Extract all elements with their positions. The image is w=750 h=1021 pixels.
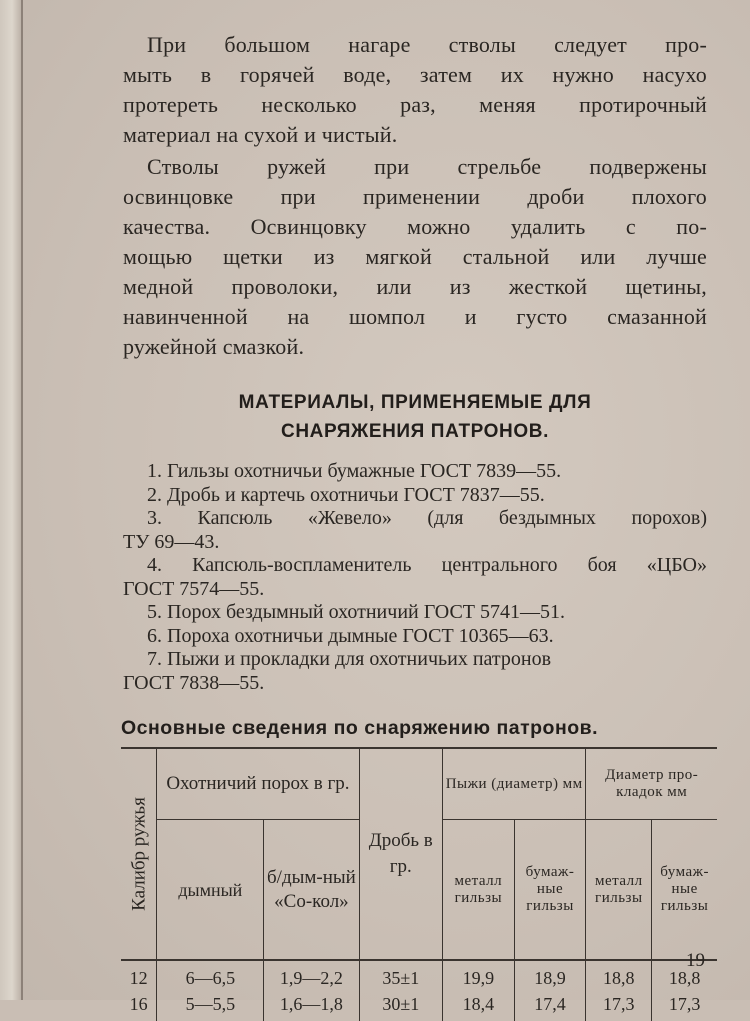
table-row-caliber-12 <box>121 960 717 995</box>
header-wads-paper: бумаж-ные гильзы <box>514 820 586 960</box>
text-line: освинцовке при применении дроби плохого <box>123 184 707 209</box>
cell-wads-paper: 18,9 <box>514 960 586 995</box>
page-content <box>123 30 707 1021</box>
cell-caliber: 16 <box>129 994 148 1014</box>
cell-wads-metal: 19,9 <box>442 960 514 995</box>
cell-powder-smokeless: 1,9—2,2 <box>264 960 359 995</box>
cell-powder-smoky: 6—6,5 <box>157 960 264 995</box>
text-line: медной проволоки, или из жесткой щетины, <box>123 274 707 299</box>
cell-wads-paper: 17,4 <box>514 995 586 1021</box>
header-liners-group: Диаметр про-кладок мм <box>586 748 717 820</box>
cell-liners-paper: 18,8 <box>652 960 717 995</box>
materials-heading-line1: МАТЕРИАЛЫ, ПРИМЕНЯЕМЫЕ ДЛЯ <box>238 392 592 413</box>
list-item: 4. Капсюль-воспламенитель центрального боя «ЦБО» <box>147 554 707 576</box>
cell-shot: 35±1 <box>359 960 442 995</box>
book-gutter <box>0 0 22 1000</box>
list-item: 3. Капсюль «Жевело» (для бездымных порохов) <box>147 507 707 529</box>
header-wads-group: Пыжи (диаметр) мм <box>442 748 585 820</box>
paragraph-cleaning <box>123 30 707 150</box>
cell-caliber: 12 <box>121 960 157 995</box>
text-line: качества. Освинцовку можно удалить с по- <box>123 214 707 239</box>
cell-liners-paper: 17,3 <box>652 995 717 1021</box>
loading-data-table <box>121 747 717 1021</box>
cell-liners-metal: 18,8 <box>586 960 652 995</box>
text-line: навинченной на шомпол и густо смазанной <box>123 304 707 329</box>
header-caliber: Калибр ружья <box>121 748 157 960</box>
text-line: ружейной смазкой. <box>123 334 305 359</box>
materials-heading <box>123 388 707 446</box>
materials-heading-line2: СНАРЯЖЕНИЯ ПАТРОНОВ. <box>281 421 549 442</box>
list-item-continuation: ТУ 69—43. <box>123 530 220 553</box>
cell-liners-metal: 17,3 <box>586 995 652 1021</box>
list-item: 7. Пыжи и прокладки для охотничьих патронов <box>147 648 552 670</box>
text-line: При большом нагаре стволы следует про- <box>147 32 707 57</box>
list-item: 6. Пороха охотничьи дымные ГОСТ 10365—63. <box>147 624 554 647</box>
header-liners-paper: бумаж-ные гильзы <box>652 820 717 960</box>
text-line: мощью щетки из мягкой стальной или лучше <box>123 244 707 269</box>
text-line: протереть несколько раз, меняя протирочный <box>123 92 707 117</box>
cell-wads-metal: 18,4 <box>442 995 514 1021</box>
text-line: мыть в горячей воде, затем их нужно насухо <box>123 62 707 87</box>
header-powder-smoky: дымный <box>157 820 264 960</box>
list-item-continuation: ГОСТ 7574—55. <box>123 577 265 600</box>
page-number: 19 <box>686 950 705 971</box>
header-powder-smokeless: б/дым-ный «Со-кол» <box>264 820 359 960</box>
header-powder-group: Охотничий порох в гр. <box>157 748 359 820</box>
table-title: Основные сведения по снаряжению патронов. <box>121 717 599 739</box>
paragraph-leading <box>123 152 707 362</box>
cell-powder-smoky: 5—5,5 <box>157 995 264 1021</box>
header-wads-metal: металл гильзы <box>442 820 514 960</box>
cell-powder-smokeless: 1,6—1,8 <box>264 995 359 1021</box>
header-shot: Дробь в гр. <box>359 748 442 960</box>
table-row-caliber-16 <box>121 995 717 1021</box>
cell-shot: 30±1 <box>359 995 442 1021</box>
materials-list <box>123 460 707 695</box>
text-line: материал на сухой и чистый. <box>123 122 398 147</box>
list-item: 2. Дробь и картечь охотничьи ГОСТ 7837—55. <box>147 483 545 506</box>
list-item: 5. Порох бездымный охотничий ГОСТ 5741—51. <box>147 601 566 623</box>
book-page <box>23 0 750 1014</box>
list-item: 1. Гильзы охотничьи бумажные ГОСТ 7839—55. <box>147 460 562 482</box>
header-liners-metal: металл гильзы <box>586 820 652 960</box>
text-line: Стволы ружей при стрельбе подвержены <box>147 154 707 179</box>
list-item-continuation: ГОСТ 7838—55. <box>123 671 265 694</box>
